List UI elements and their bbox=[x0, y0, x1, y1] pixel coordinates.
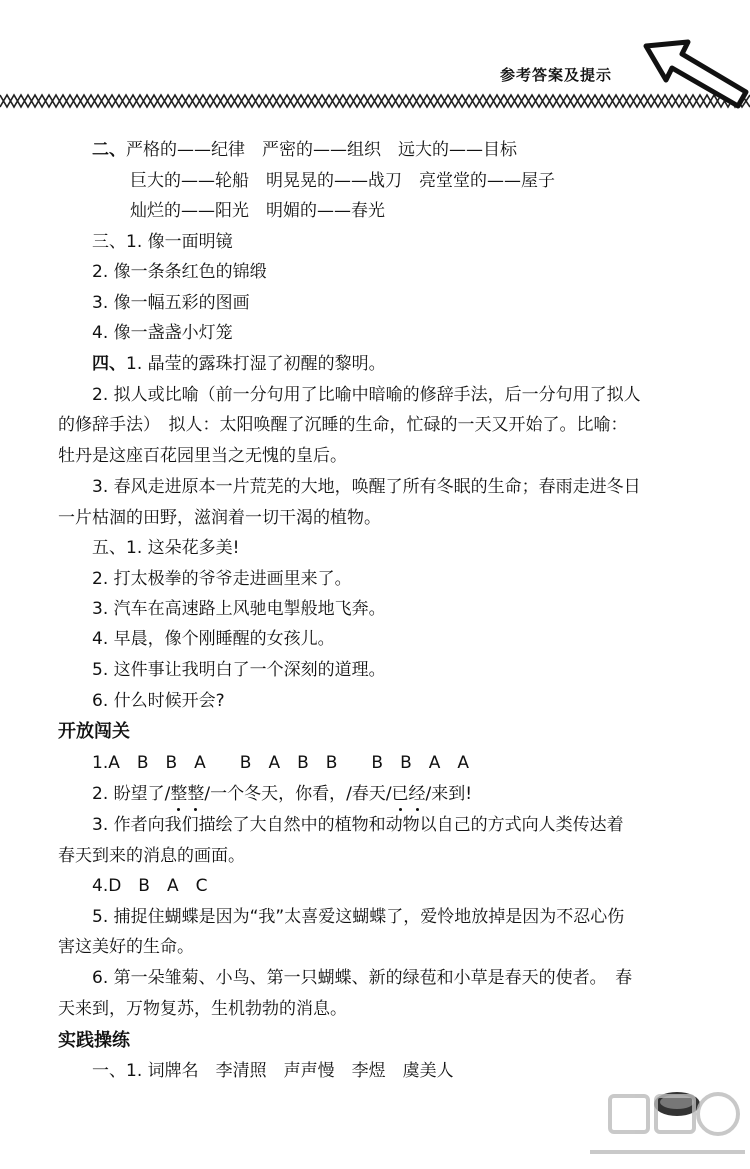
sec4-line-4: 牡丹是这座百花园里当之无愧的皇后。 bbox=[58, 446, 347, 466]
sec4-text-1: 1. 晶莹的露珠打湿了初醒的黎明。 bbox=[126, 354, 386, 374]
sec3-line-4: 4. 像一盏盏小灯笼 bbox=[92, 323, 233, 343]
page-header bbox=[0, 0, 750, 125]
open-line-2-part: 2. 盼望了/ bbox=[92, 784, 171, 804]
practice-line-1: 一、1. 词牌名 李清照 声声慢 李煜 虞美人 bbox=[92, 1061, 454, 1081]
open-heading: 开放闯关 bbox=[58, 721, 130, 742]
sec3-line-2: 2. 像一条条红色的锦缎 bbox=[92, 262, 267, 282]
open-line-4: 春天到来的消息的画面。 bbox=[58, 846, 245, 866]
dotted-char: 经 bbox=[408, 784, 426, 804]
sec5-line-5: 5. 这件事让我明白了一个深刻的道理。 bbox=[92, 660, 386, 680]
open-line-2 bbox=[92, 783, 472, 805]
sec2-line-3: 灿烂的——阳光 明媚的——春光 bbox=[130, 201, 385, 221]
dotted-char: 已 bbox=[391, 784, 409, 804]
header-title: 参考答案及提示 bbox=[500, 66, 613, 84]
sec4-line-6: 一片枯涸的田野，滋润着一切干渴的植物。 bbox=[58, 508, 381, 528]
open-line-5: 4.D B A C bbox=[92, 876, 208, 896]
sec4-line-3: 的修辞手法） 拟人：太阳唤醒了沉睡的生命，忙碌的一天又开始了。比喻： bbox=[58, 415, 628, 435]
open-line-2-part: /一个冬天，你看，/春天/ bbox=[204, 784, 392, 804]
sec5-line-3: 3. 汽车在高速路上风驰电掣般地飞奔。 bbox=[92, 599, 386, 619]
sec5-line-2: 2. 打太极拳的爷爷走进画里来了。 bbox=[92, 569, 352, 589]
open-line-3: 3. 作者向我们描绘了大自然中的植物和动物以自己的方式向人类传达着 bbox=[92, 815, 624, 835]
practice-heading: 实践操练 bbox=[58, 1030, 130, 1051]
open-line-7: 害这美好的生命。 bbox=[58, 937, 194, 957]
sec5-line-6: 6. 什么时候开会? bbox=[92, 691, 225, 711]
sec5-line-4: 4. 早晨，像个刚睡醒的女孩儿。 bbox=[92, 629, 335, 649]
sec2-label: 二、 bbox=[92, 140, 126, 160]
dotted-char: 整 bbox=[187, 784, 205, 804]
open-line-1: 1.A B B A B A B B B B A A bbox=[92, 753, 470, 773]
sec4-line-1 bbox=[92, 353, 386, 375]
open-line-9: 天来到，万物复苏，生机勃勃的消息。 bbox=[58, 999, 347, 1019]
sec3-line-1: 三、1. 像一面明镜 bbox=[92, 232, 233, 252]
sec2-text-1: 严格的——纪律 严密的——组织 远大的——目标 bbox=[126, 140, 517, 160]
sec4-line-5: 3. 春风走进原本一片荒芜的大地，唤醒了所有冬眠的生命；春雨走进冬日 bbox=[92, 477, 641, 497]
sec2-line-2: 巨大的——轮船 明晃晃的——战刀 亮堂堂的——屋子 bbox=[130, 171, 555, 191]
dotted-char: 整 bbox=[170, 784, 188, 804]
arrow-icon bbox=[642, 38, 750, 110]
open-line-2-part: /来到! bbox=[425, 784, 473, 804]
sec5-line-1: 五、1. 这朵花多美! bbox=[92, 538, 240, 558]
open-line-8: 6. 第一朵雏菊、小鸟、第一只蝴蝶、新的绿苞和小草是春天的使者。 春 bbox=[92, 968, 633, 988]
sec4-line-2: 2. 拟人或比喻（前一分句用了比喻中暗喻的修辞手法，后一分句用了拟人 bbox=[92, 385, 641, 405]
sec3-line-3: 3. 像一幅五彩的图画 bbox=[92, 293, 250, 313]
watermark-logo bbox=[580, 1082, 750, 1169]
open-line-6: 5. 捕捉住蝴蝶是因为“我”太喜爱这蝴蝶了，爱怜地放掉是因为不忍心伤 bbox=[92, 907, 625, 927]
sec2-line-1 bbox=[92, 139, 517, 161]
zigzag-border bbox=[0, 93, 750, 109]
sec4-label: 四、 bbox=[92, 354, 126, 374]
